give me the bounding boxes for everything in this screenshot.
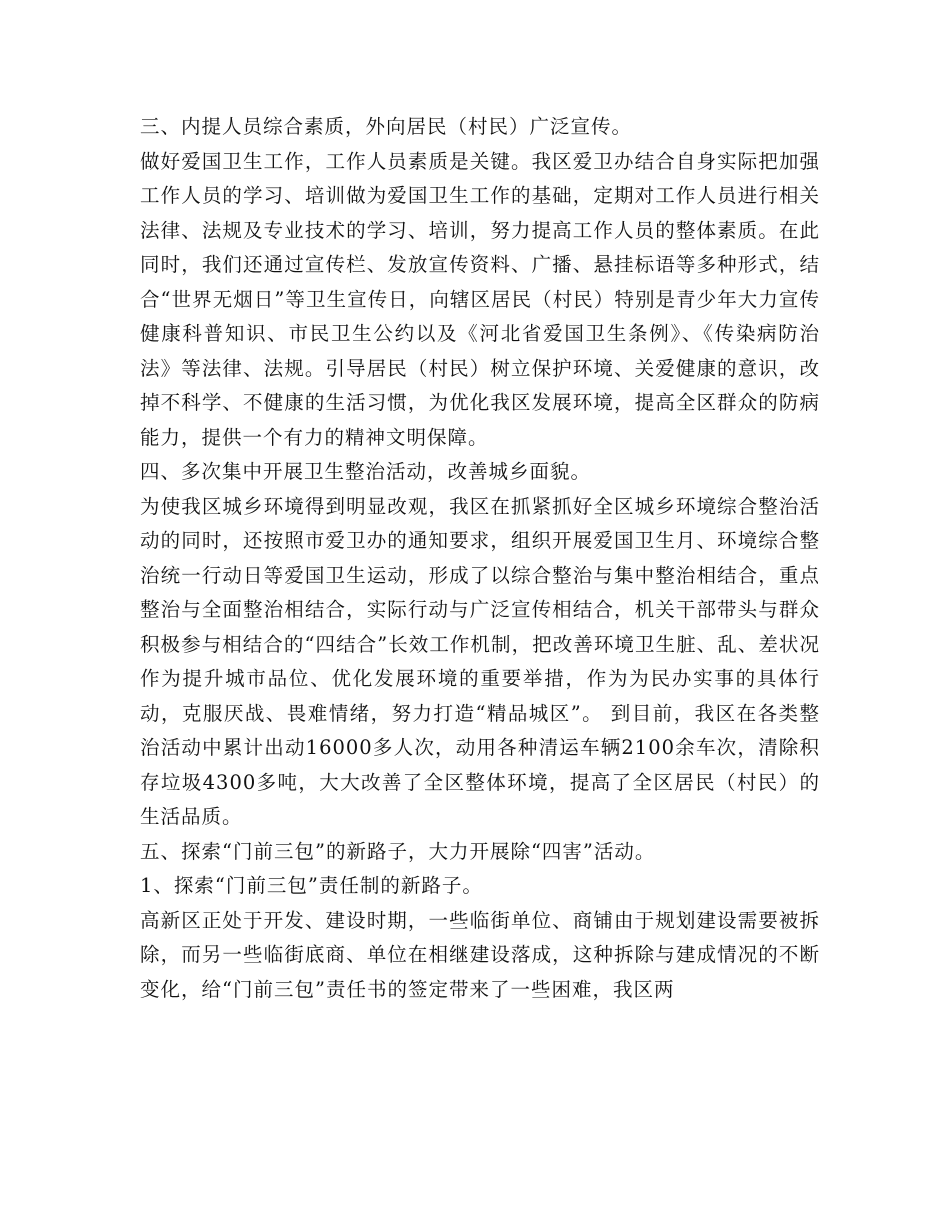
section-paragraph-4: 为使我区城乡环境得到明显改观，我区在抓紧抓好全区城乡环境综合整治活动的同时，还按照市爱卫办的通知要求，组织开展爱国卫生月、环境综合整治统一行动日等爱国卫生运动，形成了以综合整治与集中整治相结合，重点整治与全面整治相结合，实际行动与广泛宣传相结合，机关干部带头与群众积极参与相结合的“四结合”长效工作机制，把改善环境卫生脏、乱、差状况作为提升城市品位、优化发展环境的重要举措，作为为民办实事的具体行动，克服厌战、畏难情绪，努力打造“精品城区”。 到目前，我区在各类整治活动中累计出动16000多人次，动用各种清运车辆2100余车次，清除积存垃圾4300多吨，大大改善了全区整体环境，提高了全区居民（村民）的生活品质。 xyxy=(140,494,820,828)
section-heading-3: 三、内提人员综合素质，外向居民（村民）广泛宣传。 xyxy=(140,115,633,138)
section-heading-5: 五、探索“门前三包”的新路子，大力开展除“四害”活动。 xyxy=(140,839,656,863)
section-paragraph-3: 做好爱国卫生工作，工作人员素质是关键。我区爱卫办结合自身实际把加强工作人员的学习、培训做为爱国卫生工作的基础，定期对工作人员进行相关法律、法规及专业技术的学习、培训，努力提高工作人员的整体素质。在此同时，我们还通过宣传栏、发放宣传资料、广播、悬挂标语等多种形式，结合“世界无烟日”等卫生宣传日，向辖区居民（村民）特别是青少年大力宣传健康科普知识、市民卫生公约以及《河北省爱国卫生条例》、《传染病防治法》等法律、法规。引导居民（村民）树立保护环境、关爱健康的意识，改掉不科学、不健康的生活习惯，为优化我区发展环境，提高全区群众的防病能力，提供一个有力的精神文明保障。 xyxy=(140,149,820,449)
subsection-heading-5-1: 1、探索“门前三包”责任制的新路子。 xyxy=(140,874,483,897)
subsection-paragraph-5-1: 高新区正处于开发、建设时期，一些临街单位、商铺由于规划建设需要被拆除，而另一些临街底商、单位在相继建设落成，这种拆除与建成情况的不断变化，给“门前三包”责任书的签定带来了一些困难，我区两 xyxy=(140,908,820,1001)
section-heading-4: 四、多次集中开展卫生整治活动，改善城乡面貌。 xyxy=(140,460,592,483)
document-body xyxy=(140,110,820,1007)
